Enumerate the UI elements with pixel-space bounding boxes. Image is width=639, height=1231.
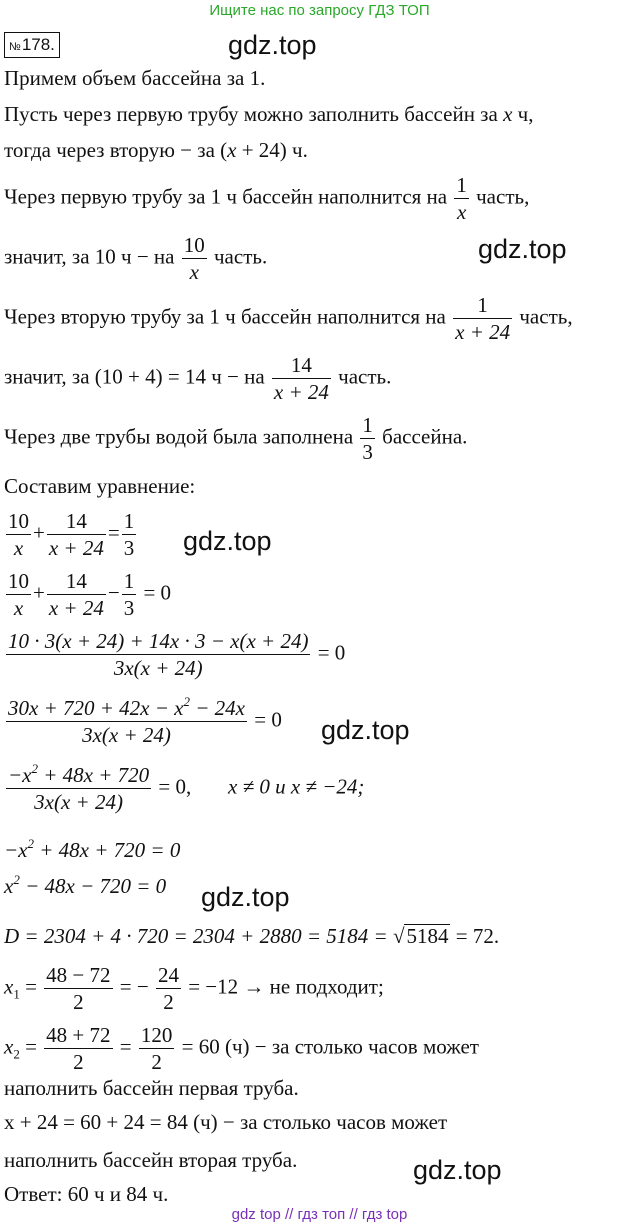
second-pipe-time-line: x + 24 = 60 + 24 = 84 (ч) − за столько часов может xyxy=(4,1110,448,1134)
number-sign: № xyxy=(9,41,21,53)
pipe1-total-line: значит, за 10 ч − на $\frac{10}{x}$ часть. xyxy=(4,233,268,284)
equation-4: $\frac{30x + 720 + 42x - x^2 - 24x}{3x(x + 24)}$ = 0 xyxy=(8,694,282,747)
square-root: 5184 xyxy=(406,924,449,948)
intro-line-3: тогда через вторую − за (x + 24) ч. xyxy=(4,138,308,162)
pipe2-rate-line: Через вторую трубу за 1 ч бассейн наполнится на $\frac{1}{x + 24}$ часть, xyxy=(4,293,573,344)
watermark: gdz.top xyxy=(321,715,410,745)
watermark: gdz.top xyxy=(183,526,272,556)
exercise-number: 178. xyxy=(21,35,55,54)
watermark: gdz.top xyxy=(478,234,567,264)
fraction: $\frac{1}{x + 24}$ xyxy=(455,293,511,344)
compose-label: Составим уравнение: xyxy=(4,474,196,498)
fraction: $\frac{10}{x}$ xyxy=(183,233,205,284)
fraction: $\frac{14}{x + 24}$ xyxy=(273,353,329,404)
watermark: gdz.top xyxy=(201,882,290,912)
watermark: gdz.top xyxy=(228,30,317,60)
pipe1-rate-line: Через первую трубу за 1 ч бассейн наполнится на $\frac{1}{x}$ часть, xyxy=(4,173,530,224)
equation-2: $\frac{10}{x}$ + $\frac{14}{x + 24}$ − $\frac{1}{3}$ = 0 xyxy=(8,569,172,620)
intro-line-2: Пусть через первую трубу можно заполнить бассейн за x ч, xyxy=(4,102,534,126)
equation-7: $x^2 - 48x - 720 = 0$ xyxy=(4,872,167,898)
equation-3: $\frac{10 \cdot 3(x + 24) + 14x \cdot 3 - x(x + 24)}{3x(x + 24)}$ = 0 xyxy=(8,629,346,680)
equation-5: $\frac{-x^2 + 48x + 720}{3x(x + 24)}$ = 0, x ≠ 0 и x ≠ −24; xyxy=(8,761,365,814)
discriminant-line: D = 2304 + 4 · 720 = 2304 + 2880 = 5184 = √5184 = 72. xyxy=(4,924,500,948)
watermark: gdz.top xyxy=(413,1155,502,1185)
second-pipe-continuation: наполнить бассейн вторая труба. xyxy=(4,1148,298,1172)
exercise-number-badge xyxy=(4,32,60,58)
both-pipes-line: Через две трубы водой была заполнена $\frac{1}{3}$ бассейна. xyxy=(4,413,468,464)
pipe2-total-line: значит, за (10 + 4) = 14 ч − на $\frac{14}{x + 24}$ часть. xyxy=(4,353,392,404)
equation-6: $-x^2 + 48x + 720 = 0$ xyxy=(4,836,181,862)
intro-line-1: Примем объем бассейна за 1. xyxy=(4,66,266,90)
root-x2-continuation: наполнить бассейн первая труба. xyxy=(4,1076,299,1100)
fraction: $\frac{1}{3}$ xyxy=(362,413,373,464)
root-x1-line: $x_1$ = $\frac{48 - 72}{2}$ = − $\frac{24}{2}$ = −12 → не подходит; xyxy=(4,963,384,1014)
equation-1: $\frac{10}{x}$ + $\frac{14}{x + 24}$ = $\frac{1}{3}$ xyxy=(8,509,135,560)
root-x2-line: $x_2$ = $\frac{48 + 72}{2}$ = $\frac{120}{2}$ = 60 (ч) − за столько часов может xyxy=(4,1023,479,1074)
footer-link[interactable]: gdz top // гдз топ // гдз top xyxy=(231,1206,408,1223)
answer-line: Ответ: 60 ч и 84 ч. xyxy=(4,1182,169,1206)
header-search-link[interactable]: Ищите нас по запросу ГДЗ ТОП xyxy=(209,2,430,19)
fraction: $\frac{1}{x}$ xyxy=(456,173,467,224)
